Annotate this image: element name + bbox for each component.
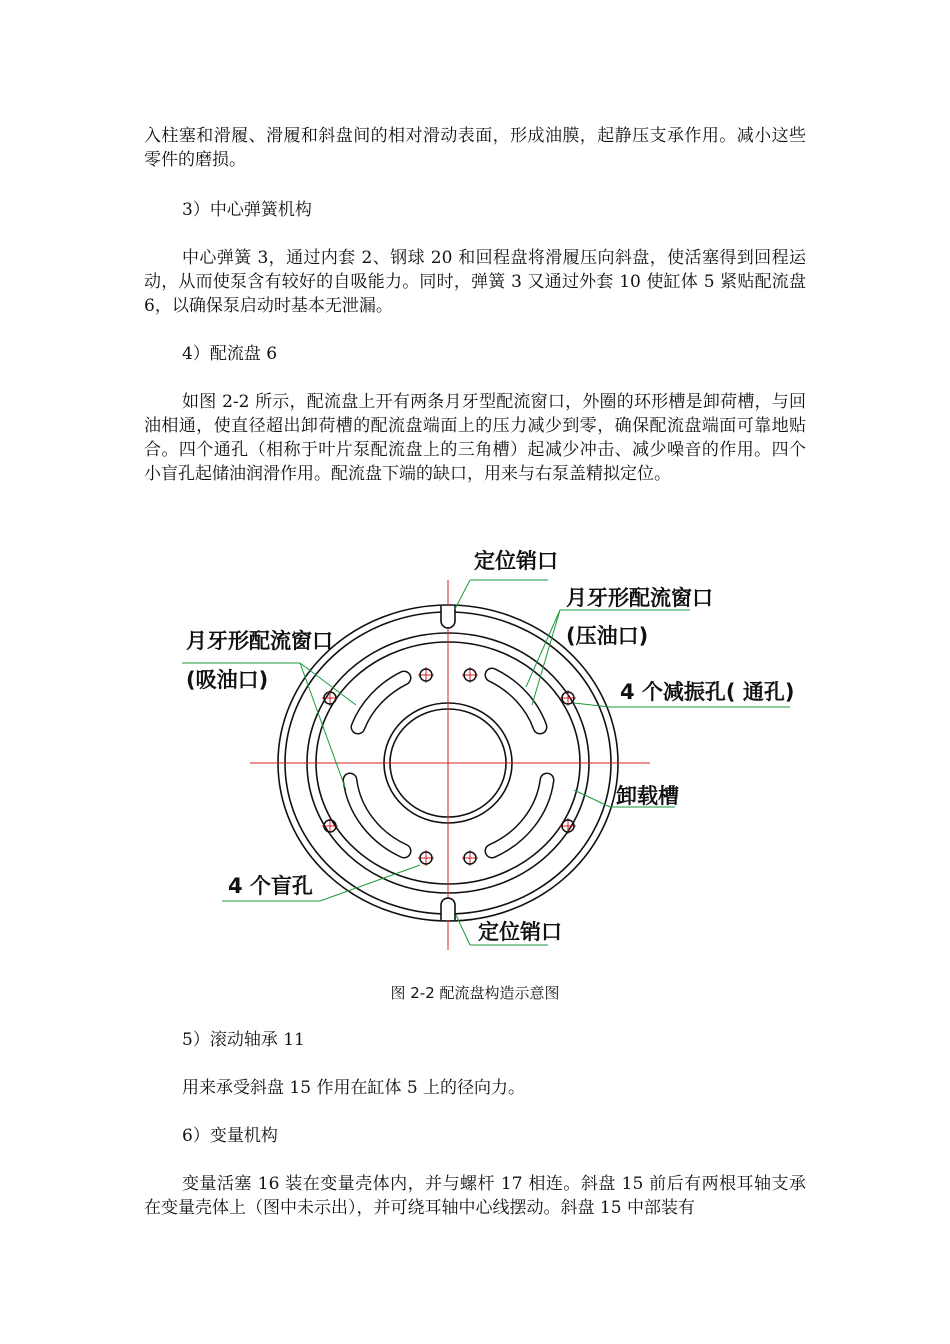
label-through-holes: 4 个减振孔( 通孔) (620, 680, 795, 704)
label-top-pin: 定位销口 (474, 549, 558, 573)
label-relief-groove: 卸载槽 (616, 784, 679, 808)
label-blind-holes: 4 个盲孔 (228, 874, 313, 898)
paragraph-valve-plate: 如图 2-2 所示，配流盘上开有两条月牙型配流窗口，外圈的环形槽是卸荷槽，与回油相通，使直径超出卸荷槽的配流盘端面上的压力减少到零，确保配流盘端面可靠地贴合。四个通孔（相称于叶片泵配流盘上的三角槽）起减少冲击、减少噪音的作用。四个小盲孔起储油润滑作用。配流盘下端的缺口，用来与右泵盖精拟定位。 (144, 392, 806, 484)
heading-variable-mechanism: 6）变量机构 (182, 1126, 278, 1146)
paragraph-variable-mechanism: 变量活塞 16 装在变量壳体内，并与螺杆 17 相连。斜盘 15 前后有两根耳轴支承在变量壳体上（图中未示出），并可绕耳轴中心线摆动。斜盘 15 中部装有 (144, 1174, 806, 1218)
valve-plate-figure (0, 535, 950, 965)
label-left-window: 月牙形配流窗口 (186, 629, 333, 653)
kidney-window-right-lower-fill (492, 780, 547, 851)
locating-notch-top (441, 606, 455, 628)
label-left-window-sub: (吸油口) (186, 668, 269, 692)
label-right-window: 月牙形配流窗口 (566, 586, 713, 610)
label-bottom-pin: 定位销口 (478, 920, 562, 944)
figure-caption: 图 2-2 配流盘构造示意图 (390, 984, 560, 1002)
kidney-window-left-lower-fill (350, 780, 404, 851)
paragraph-center-spring: 中心弹簧 3，通过内套 2、钢球 20 和回程盘将滑履压向斜盘，使活塞得到回程运动，从而使泵含有较好的自吸能力。同时，弹簧 3 又通过外套 10 使缸体 5 紧贴配流盘 6，以确保泵启动时基本无泄漏。 (144, 248, 806, 316)
paragraph-rolling-bearing: 用来承受斜盘 15 作用在缸体 5 上的径向力。 (182, 1078, 526, 1098)
heading-rolling-bearing: 5）滚动轴承 11 (182, 1030, 305, 1050)
label-right-window-sub: (压油口) (566, 624, 649, 648)
heading-center-spring: 3）中心弹簧机构 (182, 200, 312, 220)
locating-notch-bottom (441, 898, 455, 920)
valve-plate-diagram (0, 535, 950, 965)
heading-valve-plate: 4）配流盘 6 (182, 344, 278, 364)
paragraph-static-pressure: 入柱塞和滑履、滑履和斜盘间的相对滑动表面，形成油膜，起静压支承作用。减小这些零件的磨损。 (144, 126, 806, 170)
